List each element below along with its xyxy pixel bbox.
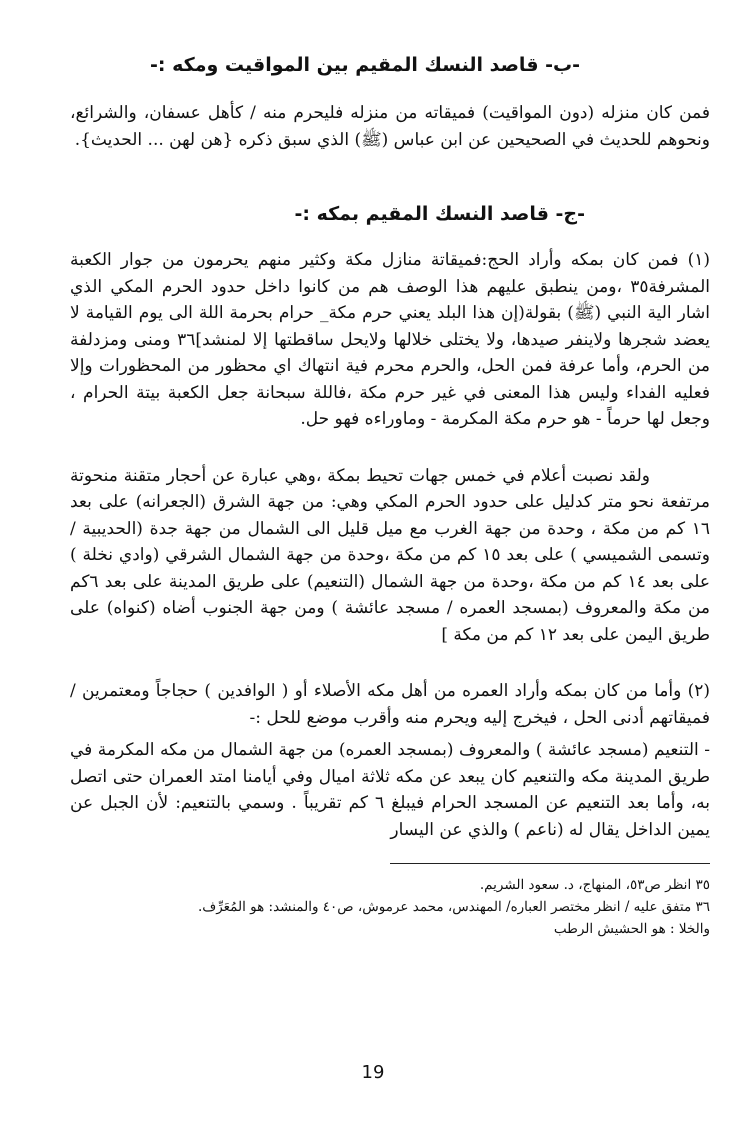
markers-paragraph: ولقد نصبت أعلام في خمس جهات تحيط بمكة ،وهي عبارة عن أحجار متقنة منحوتة مرتفعة نحو متر كدليل على حدود الحرم المكي وهي: من جهة الشرق (الجعرانه) على بعد ١٦ كم من مكة ، وحدة من جهة الغرب مع ميل قليل الى الشمال من جهة جدة (الحديبية / وتسمى الشميسي ) على بعد ١٥ كم من مكة ،وحدة من جهة الشمال الشرقي (وادي نخلة ) على بعد ١٤ كم من مكة ،وحدة من جهة الشمال (التنعيم) على طريق المدينة على بعد ٦كم من مكة والمعروف (بمسجد العمره / مسجد عائشة ) ومن جهة الجنوب أضاه (كنواه) على طريق اليمن على بعد ١٢ كم من مكة ] (70, 465, 710, 645)
footnote-divider (390, 863, 710, 864)
footnotes (70, 874, 710, 940)
section-b-heading: -ب- قاصد النسك المقيم بين المواقيت ومكه :- (150, 54, 580, 76)
footnote-36: ٣٦ متفق عليه / انظر مختصر العباره/ المهندس، محمد عرموش، ص٤٠ والمنشد: هو المُعَرِّف. (197, 899, 710, 915)
page-number: 19 (361, 1062, 385, 1083)
section-b-paragraph: فمن كان منزله (دون المواقيت) فميقاته من منزله فليحرم منه / كأهل عسفان، والشرائع، ونحوهم للحديث في الصحيحين عن ابن عباس (ﷺ) الذي سبق ذكره {هن لهن ... الحديث}. (70, 103, 710, 150)
item-2-paragraph: (٢) وأما من كان بمكه وأراد العمره من أهل مكه الأصلاء أو ( الوافدين ) حجاجاً ومعتمرين / فميقاتهم أدنى الحل ، فيخرج إليه ويحرم منه وأقرب موضع للحل :- (70, 681, 710, 728)
document-page (70, 40, 710, 1100)
tanim-paragraph: - التنعيم (مسجد عائشة ) والمعروف (بمسجد العمره) من جهة الشمال من مكه المكرمة في طريق المدينة مكه والتنعيم كان يبعد عن مكه ثلاثة اميال وفي أيامنا امتد العمران حتى اتصل به، وأما بعد التنعيم عن المسجد الحرام فيبلغ ٦ كم تقريباً . وسمي بالتنعيم: لأن الجبل عن يمين الداخل يقال له (ناعم ) والذي عن اليسار (70, 740, 710, 840)
section-c-heading: -ج- قاصد النسك المقيم بمكه :- (294, 203, 585, 225)
footnote-36-continuation: والخلا : هو الحشيش الرطب (553, 921, 710, 937)
footnote-35: ٣٥ انظر ص٥٣، المنهاج، د. سعود الشريم. (479, 877, 710, 893)
item-1-paragraph: (١) فمن كان بمكه وأراد الحج:فميقاتة منازل مكة وكثير منهم يحرمون من جوار الكعبة المشرفة٣٥ ،ومن ينطبق عليهم هذا الوصف هم من كانوا داخل حدود الحرم المكي الذي اشار الية النبي (ﷺ) بقولة(إن هذا البلد يعني حرم مكة_ حرام بحرمة اللة الى يوم القيامة لا يعضد شجرها ولاينفر صيدها، ولا يختلى خلالها ولايحل ساقطتها إلا لمنشد]٣٦ ومنى ومزدلفة من الحرم، وأما عرفة فمن الحل، والحرم محرم فية انتهاك اي محظور من المحظورات وإلا فعليه الفداء وليس هذا المعنى في غير حرم مكة ،فاللة سبحانة جعل الكعبة بيتة الحرام ، وجعل لها حرماً - هو حرم مكة المكرمة - وماوراءه فهو حل. (70, 250, 710, 429)
